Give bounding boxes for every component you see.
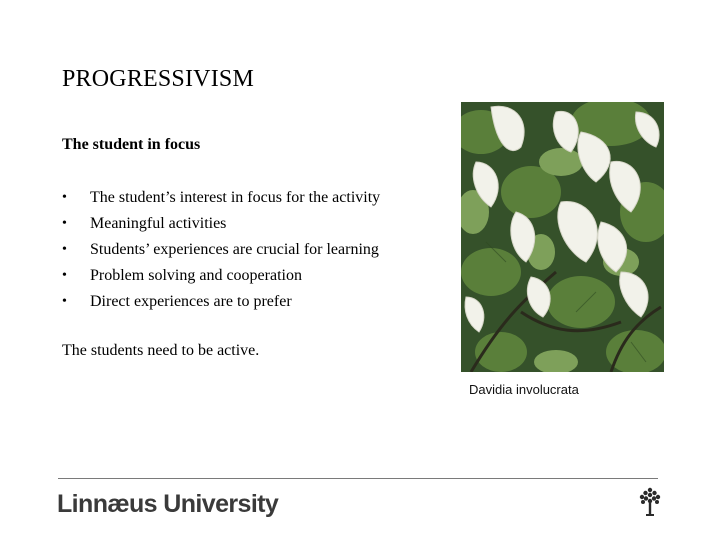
bullet-text: Students’ experiences are crucial for learning [90,241,379,258]
bullet-text: Problem solving and cooperation [90,267,302,284]
bullet-marker: • [62,268,67,283]
bullet-item [62,291,380,317]
bullet-text: Meaningful activities [90,215,227,232]
bullet-marker: • [62,242,67,257]
bullet-text: The student’s interest in focus for the activity [90,189,381,206]
slide-title: PROGRESSIVISM [62,66,254,92]
bullet-marker: • [62,216,67,231]
slide-subtitle: The student in focus [62,136,201,153]
bullet-item [62,187,380,213]
bullet-item [62,239,380,265]
bullet-item [62,213,380,239]
bullet-marker: • [62,190,67,205]
university-wordmark: Linnæus University [57,490,279,518]
dove-tree-photo [461,102,664,372]
tree-logo-icon [638,487,662,517]
bullet-text: Direct experiences are to prefer [90,293,292,310]
image-caption: Davidia involucrata [469,382,579,397]
bullet-list [62,187,380,317]
closing-statement: The students need to be active. [62,342,260,359]
bullet-marker: • [62,294,67,309]
footer-divider [58,478,658,479]
bullet-item [62,265,380,291]
